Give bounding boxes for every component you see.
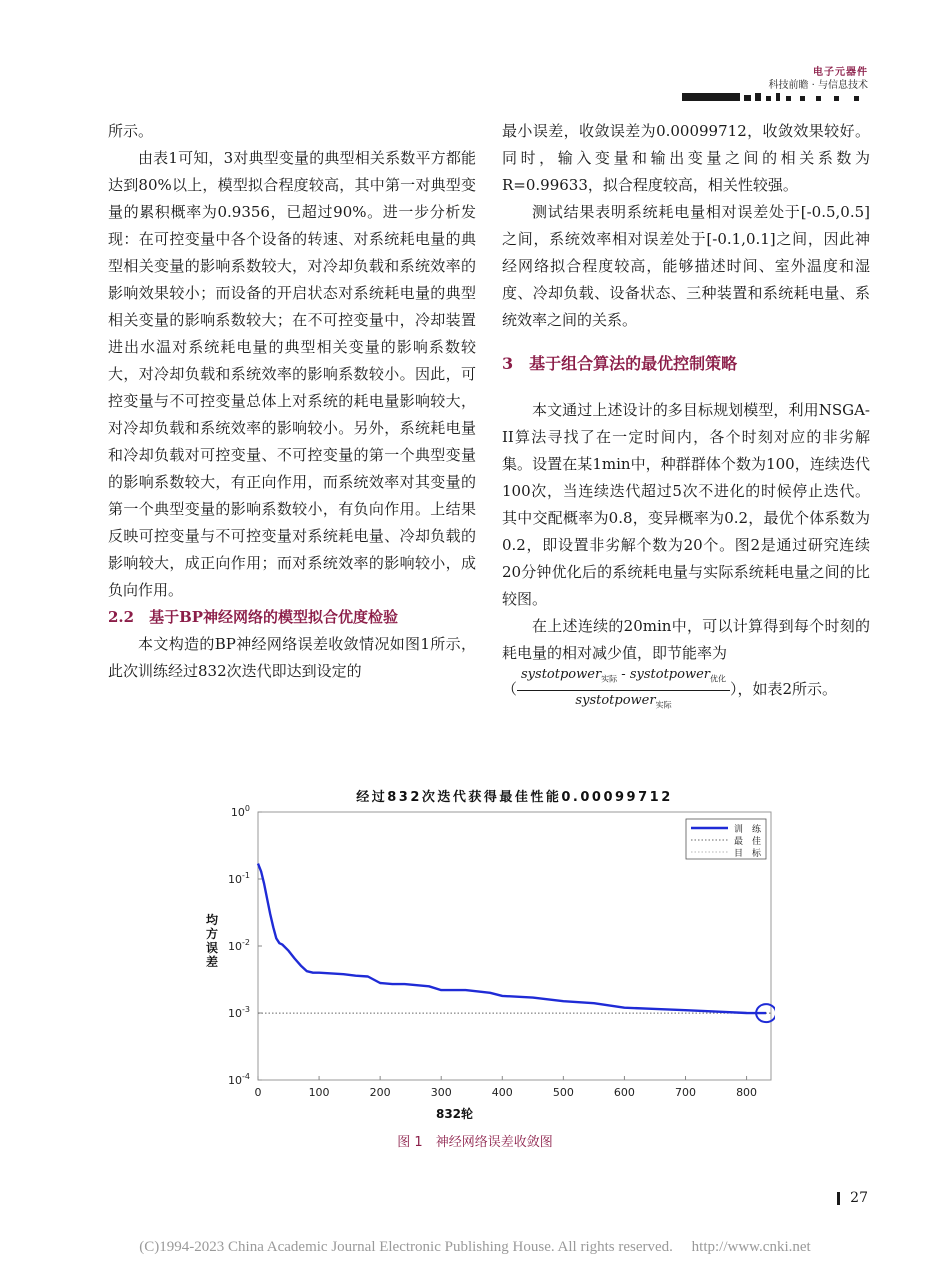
header-decoration bbox=[682, 93, 872, 103]
energy-saving-formula bbox=[502, 667, 870, 713]
chart-title: 经过832次迭代获得最佳性能0.00099712 bbox=[356, 790, 673, 805]
formula-open-paren: （ bbox=[502, 680, 518, 699]
journal-subtitle: 科技前瞻 · 与信息技术 bbox=[768, 80, 868, 91]
paragraph: 所示。 bbox=[108, 122, 154, 140]
y-axis-label-char: 误 bbox=[205, 941, 219, 955]
legend-label: 最 佳 bbox=[734, 837, 762, 847]
figure-caption: 图 1 神经网络误差收敛图 bbox=[397, 1135, 553, 1150]
section-heading-2-2: 2.2 基于BP神经网络的模型拟合优度检验 bbox=[108, 608, 399, 626]
x-tick-label: 300 bbox=[430, 1086, 452, 1099]
copyright-footer: (C)1994-2023 China Academic Journal Electronic Publishing House. All rights reserved. http://www.cnki.net bbox=[139, 1239, 811, 1255]
formula-denominator bbox=[517, 691, 730, 714]
journal-title: 电子元器件 bbox=[813, 67, 868, 78]
y-tick-label: $10^{-3}$ bbox=[228, 1005, 250, 1020]
y-tick-label: $10^{-1}$ bbox=[228, 871, 250, 886]
y-tick-label: $10^{-2}$ bbox=[228, 938, 250, 953]
y-tick-label: $10^0$ bbox=[230, 804, 250, 819]
figure-1 bbox=[195, 784, 775, 1128]
y-axis-label-char: 均 bbox=[205, 913, 219, 927]
formula-term: systotpower bbox=[629, 667, 710, 682]
x-tick-label: 200 bbox=[369, 1086, 391, 1099]
paragraph: 最小误差，收敛误差为0.00099712，收敛效果较好。同时，输入变量和输出变量之间的相关系数为R=0.99633，拟合程度较高，相关性较强。 bbox=[502, 122, 870, 194]
paragraph: 由表1可知，3对典型变量的典型相关系数平方都能达到80%以上，模型拟合程度较高，其中第一对典型变量的累积概率为0.9356，已超过90%。进一步分析发现：在可控变量中各个设备的转速、对系统耗电量的典型相关变量的影响系数较大，对冷却负载和系统效率的影响效果较小；而设备的开启状态对系统耗电量的典型相关变量的影响系数较大；在不可控变量中，冷却装置进出水温对系统耗电量的典型相关变量的影响系数较大，对冷却负载和系统效率的影响系数较小。因此，可控变量与不可控变量总体上对系统的耗电量影响较大，对冷却负载和系统效率的影响较小。另外，系统耗电量和冷却负载对可控变量、不可控变量的第一个典型变量的影响系数较大，有正向作用，而系统效率对其变量的第一个典型变量的影响系数较小，有负向作用。上结果反映可控变量与不可控变量对系统耗电量、冷却负载的影响较大，成正向作用；而对系统效率的影响较小，成负向作用。 bbox=[108, 149, 476, 599]
y-tick-label: $10^{-4}$ bbox=[228, 1072, 250, 1087]
left-column bbox=[108, 118, 476, 685]
x-tick-label: 400 bbox=[491, 1086, 513, 1099]
journal-header bbox=[768, 66, 868, 92]
paragraph: 本文通过上述设计的多目标规划模型，利用NSGA-II算法寻找了在一定时间内，各个时刻对应的非劣解集。设置在某1min中，种群群体个数为100，连续迭代100次，当连续迭代超过5次不进化的时候停止迭代。其中交配概率为0.8，变异概率为0.2，最优个体系数为0.2，即设置非劣解个数为20个。图2是通过研究连续20分钟优化后的系统耗电量与实际系统耗电量之间的比较图。 bbox=[502, 401, 870, 608]
page-number-bar bbox=[837, 1192, 840, 1205]
x-tick-label: 100 bbox=[308, 1086, 330, 1099]
formula-numerator bbox=[517, 667, 730, 691]
page-number bbox=[837, 1190, 868, 1206]
x-tick-label: 500 bbox=[552, 1086, 574, 1099]
formula-close-text: ），如表2所示。 bbox=[730, 680, 838, 699]
formula-subscript: 优化 bbox=[710, 674, 726, 684]
convergence-chart bbox=[195, 784, 775, 1124]
x-tick-label: 600 bbox=[613, 1086, 635, 1099]
paragraph: 在上述连续的20min中，可以计算得到每个时刻的耗电量的相对减少值，即节能率为 bbox=[502, 617, 870, 662]
formula-fraction bbox=[517, 667, 730, 713]
formula-term: systotpower bbox=[575, 692, 656, 708]
paragraph: 本文构造的BP神经网络误差收敛情况如图1所示，此次训练经过832次迭代即达到设定的 bbox=[108, 635, 476, 680]
formula-term: systotpower bbox=[521, 667, 602, 682]
x-axis-label: 832轮 bbox=[435, 1107, 474, 1121]
right-column bbox=[502, 118, 870, 713]
page-number-text: 27 bbox=[850, 1190, 868, 1206]
formula-subscript: 实际 bbox=[655, 700, 672, 710]
x-tick-label: 700 bbox=[675, 1086, 696, 1099]
y-axis-label-char: 差 bbox=[205, 955, 219, 969]
legend-label: 训 练 bbox=[734, 825, 762, 835]
x-tick-label: 0 bbox=[254, 1086, 262, 1099]
paragraph: 测试结果表明系统耗电量相对误差处于[-0.5,0.5]之间，系统效率相对误差处于[-0.1,0.1]之间，因此神经网络拟合程度较高，能够描述时间、室外温度和湿度、冷却负载、设备状态、三种装置和系统耗电量、系统效率之间的关系。 bbox=[502, 203, 870, 329]
formula-subscript: 实际 bbox=[601, 674, 618, 684]
section-heading-3: 3 基于组合算法的最优控制策略 bbox=[502, 354, 738, 373]
y-axis-label-char: 方 bbox=[205, 927, 219, 941]
legend-label: 目 标 bbox=[734, 849, 762, 859]
x-tick-label: 800 bbox=[736, 1086, 758, 1099]
formula-minus: - bbox=[617, 667, 630, 682]
